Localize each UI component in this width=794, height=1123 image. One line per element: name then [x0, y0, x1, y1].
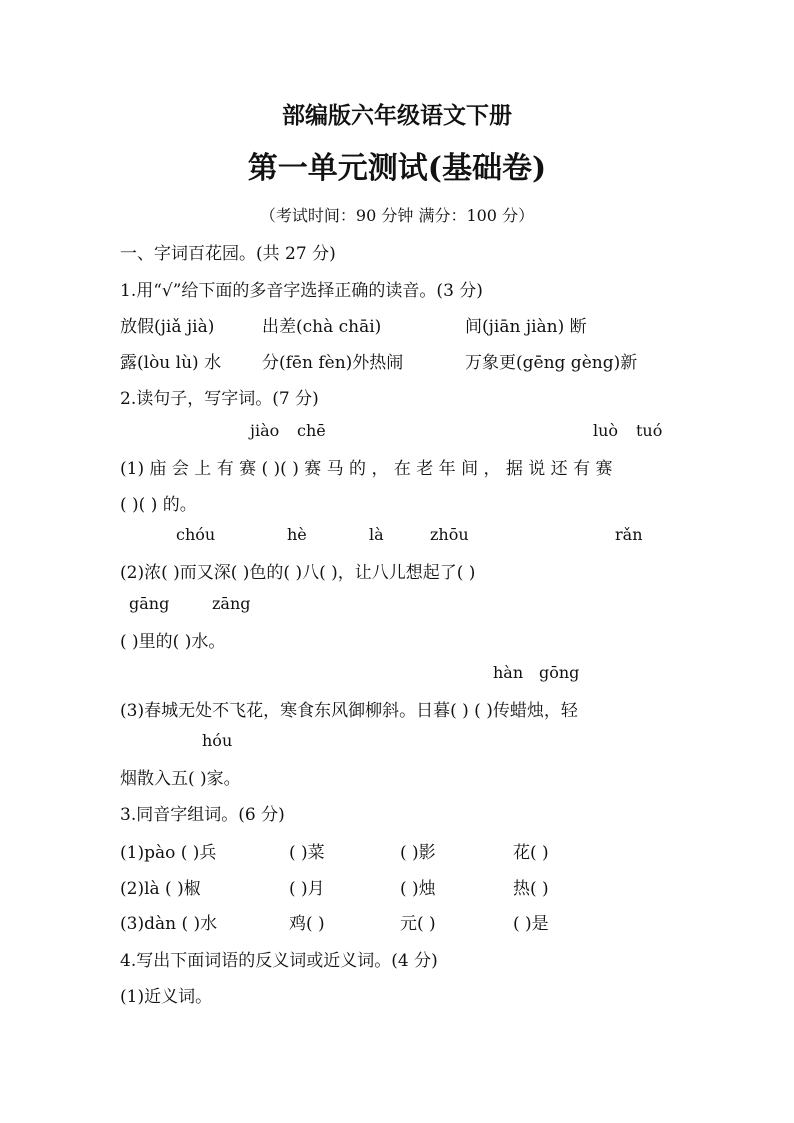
pinyin-label: jiào: [250, 421, 280, 440]
pinyin-label: luò: [593, 421, 619, 440]
sentence-line: ( )里的( )水。: [120, 632, 226, 652]
pinyin-label: chē: [297, 421, 326, 440]
q4-subheading: (1)近义词。: [120, 987, 213, 1007]
q1-item: 放假(jiǎ jià): [120, 317, 215, 337]
q3-item: ( )菜: [289, 843, 325, 863]
sentence-line: ( )( ) 的。: [120, 495, 197, 515]
q1-item: 出差(chà chāi): [262, 317, 382, 337]
question-1-prompt: 1.用“√”给下面的多音字选择正确的读音。(3 分): [120, 281, 483, 301]
section-heading: 一、字词百花园。(共 27 分): [120, 244, 336, 264]
q1-item: 间(jiān jiàn) 断: [465, 317, 587, 337]
pinyin-label: zāng: [212, 594, 251, 613]
q3-item: ( )月: [289, 879, 325, 899]
pinyin-label: zhōu: [430, 525, 469, 544]
document-subtitle: 部编版六年级语文下册: [282, 102, 512, 129]
q3-item: ( )影: [400, 843, 436, 863]
q3-item: 花( ): [513, 843, 549, 863]
q3-item: (1)pào ( )兵: [120, 843, 217, 863]
q3-item: 元( ): [400, 914, 436, 934]
q1-item: 万象更(gēng gèng)新: [465, 353, 638, 373]
sentence-line: (3)春城无处不飞花，寒食东风御柳斜。日暮( ) ( )传蜡烛，轻: [120, 701, 578, 721]
q3-item: 热( ): [513, 879, 549, 899]
document-title: 第一单元测试(基础卷): [247, 151, 547, 186]
pinyin-label: hàn: [493, 663, 524, 682]
pinyin-label: gōng: [539, 663, 580, 682]
q1-item: 露(lòu lù) 水: [120, 353, 222, 373]
q3-item: (3)dàn ( )水: [120, 914, 218, 934]
pinyin-label: tuó: [636, 421, 663, 440]
question-3-prompt: 3.同音字组词。(6 分): [120, 805, 285, 825]
q3-item: ( )烛: [400, 879, 436, 899]
q1-item: 分(fēn fèn)外热闹: [262, 353, 404, 373]
pinyin-label: hóu: [202, 731, 233, 750]
sentence-line: (1) 庙 会 上 有 赛 ( )( ) 赛 马 的 ， 在 老 年 间 ， 据 说 还 有 赛: [120, 459, 613, 479]
pinyin-label: rǎn: [615, 525, 643, 544]
q3-item: (2)là ( )椒: [120, 879, 201, 899]
q3-item: 鸡( ): [289, 914, 325, 934]
pinyin-label: là: [369, 525, 384, 544]
exam-info: （考试时间：90 分钟 满分：100 分）: [259, 206, 535, 225]
question-2-prompt: 2.读句子，写字词。(7 分): [120, 389, 319, 409]
question-4-prompt: 4.写出下面词语的反义词或近义词。(4 分): [120, 951, 438, 971]
sentence-line: (2)浓( )而又深( )色的( )八( )，让八儿想起了( ): [120, 563, 476, 583]
sentence-line: 烟散入五( )家。: [120, 769, 241, 789]
pinyin-label: hè: [287, 525, 307, 544]
pinyin-label: chóu: [176, 525, 216, 544]
pinyin-label: gāng: [129, 594, 170, 613]
q3-item: ( )是: [513, 914, 549, 934]
